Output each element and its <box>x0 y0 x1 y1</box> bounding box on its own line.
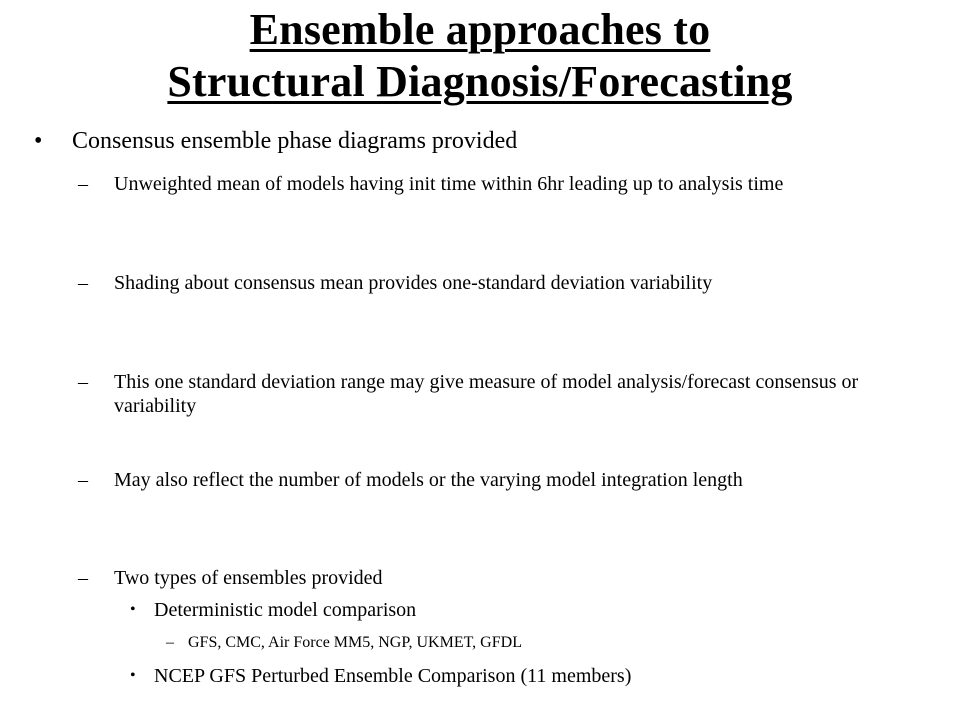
slide-title-line-1: Ensemble approaches to <box>249 5 711 54</box>
dash-icon: – <box>78 469 88 491</box>
model-list-text: GFS, CMC, Air Force MM5, NGP, UKMET, GFDL <box>188 634 522 651</box>
sub-point-item <box>78 370 878 418</box>
sub-point-item <box>78 566 878 590</box>
main-bullet-text: Consensus ensemble phase diagrams provided <box>72 128 518 154</box>
sub-point-item <box>78 271 878 295</box>
sub-point-text: Unweighted mean of models having init time within 6hr leading up to analysis time <box>114 173 784 195</box>
ensemble-type-text: Deterministic model comparison <box>154 599 417 621</box>
sub-point-item <box>78 468 878 492</box>
dash-icon: – <box>78 272 88 294</box>
bullet-icon: • <box>130 667 136 684</box>
sub-point-text: Two types of ensembles provided <box>114 567 383 589</box>
sub-point-text: May also reflect the number of models or the varying model integration length <box>114 469 743 491</box>
dash-icon: – <box>78 567 88 589</box>
dash-icon: – <box>78 173 88 195</box>
slide-title-line-2: Structural Diagnosis/Forecasting <box>167 57 793 106</box>
dash-icon: – <box>78 371 88 393</box>
sub-point-text: This one standard deviation range may give measure of model analysis/forecast consensus or variability <box>114 371 859 417</box>
slide-title <box>0 4 960 108</box>
bullet-icon: • <box>130 601 136 618</box>
bullet-icon: • <box>34 128 43 154</box>
ensemble-type-text: NCEP GFS Perturbed Ensemble Comparison (11 members) <box>154 665 632 687</box>
sub-point-item <box>78 172 878 196</box>
sub-point-text: Shading about consensus mean provides one-standard deviation variability <box>114 272 713 294</box>
dash-icon: – <box>166 634 174 651</box>
